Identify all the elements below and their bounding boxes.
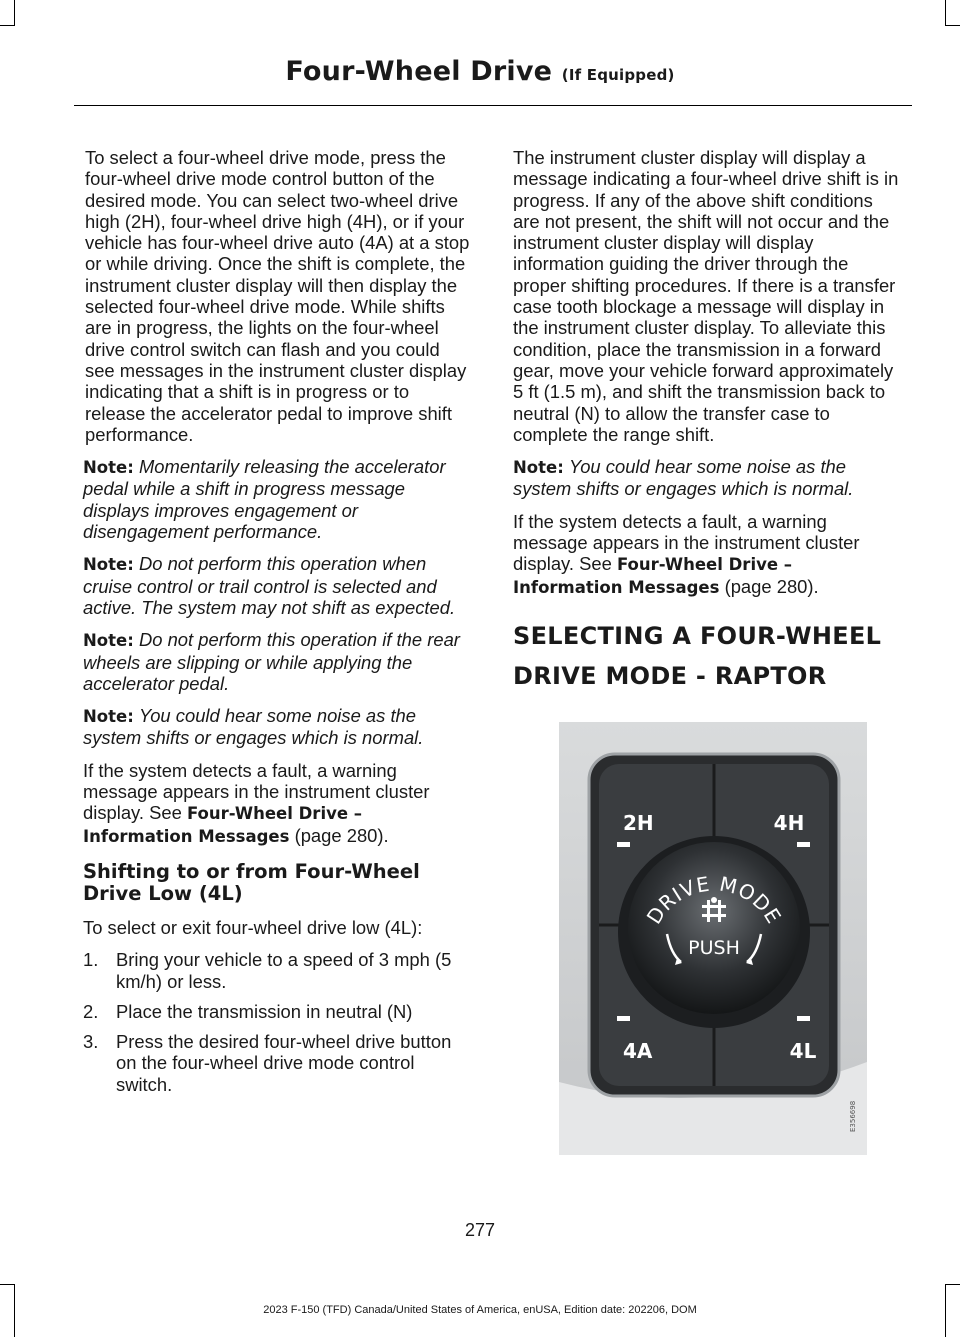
note-paragraph bbox=[83, 629, 473, 694]
list-item bbox=[83, 1031, 473, 1095]
knob-push-label: PUSH bbox=[688, 937, 740, 959]
note-label: Note: bbox=[83, 631, 134, 651]
note-paragraph bbox=[83, 553, 473, 618]
header-title: Four-Wheel Drive bbox=[285, 56, 553, 87]
note-text: Do not perform this operation if the rear wheels are slipping or while applying the accelerator pedal. bbox=[83, 629, 460, 694]
button-4h-label: 4H bbox=[773, 811, 805, 835]
figure-code-text: E356698 bbox=[849, 1100, 857, 1132]
note-label: Note: bbox=[513, 458, 564, 478]
note-label: Note: bbox=[83, 458, 134, 478]
step-text: Bring your vehicle to a speed of 3 mph (5 km/h) or less. bbox=[116, 949, 452, 992]
note-text: You could hear some noise as the system shifts or engages which is normal. bbox=[513, 456, 854, 500]
cluster-paragraph: The instrument cluster display will display a message indicating a four-wheel drive shift is in progress. If any of the above shift conditions are not present, the shift will not occur and the instrument cluster display will display information guiding the driver through the proper shifting procedures. If there is a transfer case tooth blockage a message will display in the instrument cluster display. To alleviate this condition, place the transmission in a forward gear, move your vehicle forward approximately 5 ft (1.5 m), and shift the transmission back to neutral (N) to allow the transfer case to complete the range shift. bbox=[513, 147, 899, 445]
steps-intro: To select or exit four-wheel drive low (4L): bbox=[83, 916, 423, 938]
note-paragraph bbox=[83, 705, 473, 749]
list-item bbox=[83, 949, 473, 992]
cross-reference-link[interactable]: Four-Wheel Drive – Information Messages bbox=[513, 555, 793, 597]
header-subtitle: (If Equipped) bbox=[561, 66, 675, 84]
button-2h-label: 2H bbox=[623, 811, 654, 835]
crop-mark bbox=[945, 1284, 960, 1285]
section-subheading: Shifting to or from Four-Wheel Drive Low (4L) bbox=[83, 859, 420, 905]
page-number: 277 bbox=[464, 1220, 496, 1240]
list-item bbox=[83, 1001, 473, 1022]
cross-reference-link[interactable]: Four-Wheel Drive – Information Messages bbox=[83, 804, 363, 846]
header-rule bbox=[74, 105, 912, 106]
steps-list bbox=[83, 949, 473, 1095]
knob-arc-text: DRIVE MODE bbox=[641, 871, 787, 929]
step-text: Place the transmission in neutral (N) bbox=[116, 1000, 413, 1022]
crop-mark bbox=[945, 25, 960, 26]
button-4a-label: 4A bbox=[623, 1039, 653, 1063]
note-paragraph bbox=[513, 456, 903, 500]
step-number: 1. bbox=[83, 949, 99, 971]
knob-face bbox=[628, 842, 800, 1014]
drive-mode-knob[interactable] bbox=[628, 842, 800, 1014]
crop-mark bbox=[0, 25, 15, 26]
page-footer: 2023 F-150 (TFD) Canada/United States of America, enUSA, Edition date: 202206, DOM bbox=[263, 1304, 697, 1316]
fault-paragraph bbox=[513, 511, 903, 598]
note-label: Note: bbox=[83, 555, 134, 575]
page-reference: (page 280). bbox=[294, 824, 389, 846]
fault-text: If the system detects a fault, a warning message appears in the instrument cluster display. See bbox=[513, 510, 860, 575]
drive-mode-switch-svg bbox=[559, 722, 867, 1155]
note-text: Do not perform this operation when cruise control or trail control is selected and active. The system may not shift as expected. bbox=[83, 553, 456, 618]
drive-mode-switch-illustration bbox=[559, 722, 867, 1155]
indicator-light bbox=[797, 842, 810, 847]
page-header bbox=[0, 56, 960, 87]
indicator-light bbox=[617, 1016, 630, 1021]
step-text: Press the desired four-wheel drive button on the four-wheel drive mode control switch. bbox=[116, 1031, 452, 1095]
section-heading bbox=[513, 616, 903, 696]
left-column bbox=[83, 147, 473, 1104]
heading-line-1: SELECTING A FOUR-WHEEL bbox=[513, 621, 882, 650]
right-column bbox=[513, 147, 903, 696]
fault-text: If the system detects a fault, a warning message appears in the instrument cluster display. See bbox=[83, 759, 430, 824]
indicator-light bbox=[617, 842, 630, 847]
indicator-light bbox=[797, 1016, 810, 1021]
crop-mark bbox=[945, 0, 946, 26]
button-4l-label: 4L bbox=[789, 1039, 817, 1063]
heading-line-2: DRIVE MODE - RAPTOR bbox=[513, 661, 827, 690]
step-number: 2. bbox=[83, 1000, 99, 1022]
note-paragraph bbox=[83, 456, 473, 542]
note-text: You could hear some noise as the system shifts or engages which is normal. bbox=[83, 705, 424, 749]
crop-mark bbox=[0, 1284, 15, 1285]
note-text: Momentarily releasing the accelerator pedal while a shift in progress message displays improves engagement or disengagement performance. bbox=[83, 456, 446, 543]
crop-mark bbox=[14, 0, 15, 26]
fault-paragraph bbox=[83, 760, 473, 847]
step-number: 3. bbox=[83, 1031, 99, 1053]
note-label: Note: bbox=[83, 707, 134, 727]
figure-code bbox=[849, 1101, 857, 1132]
page-reference: (page 280). bbox=[724, 575, 819, 597]
intro-paragraph: To select a four-wheel drive mode, press the four-wheel drive mode control button of the desired mode. You can select two-wheel drive high (2H), four-wheel drive high (4H), or if your vehicle has four-wheel drive auto (4A) at a stop or while driving. Once the shift is complete, the instrument cluster display will then display the selected four-wheel drive mode. While shifts are in progress, the lights on the four-wheel drive control switch can flash and you could see messages in the instrument cluster display indicating that a shift is in progress or to release the accelerator pedal to improve shift performance. bbox=[85, 147, 470, 445]
